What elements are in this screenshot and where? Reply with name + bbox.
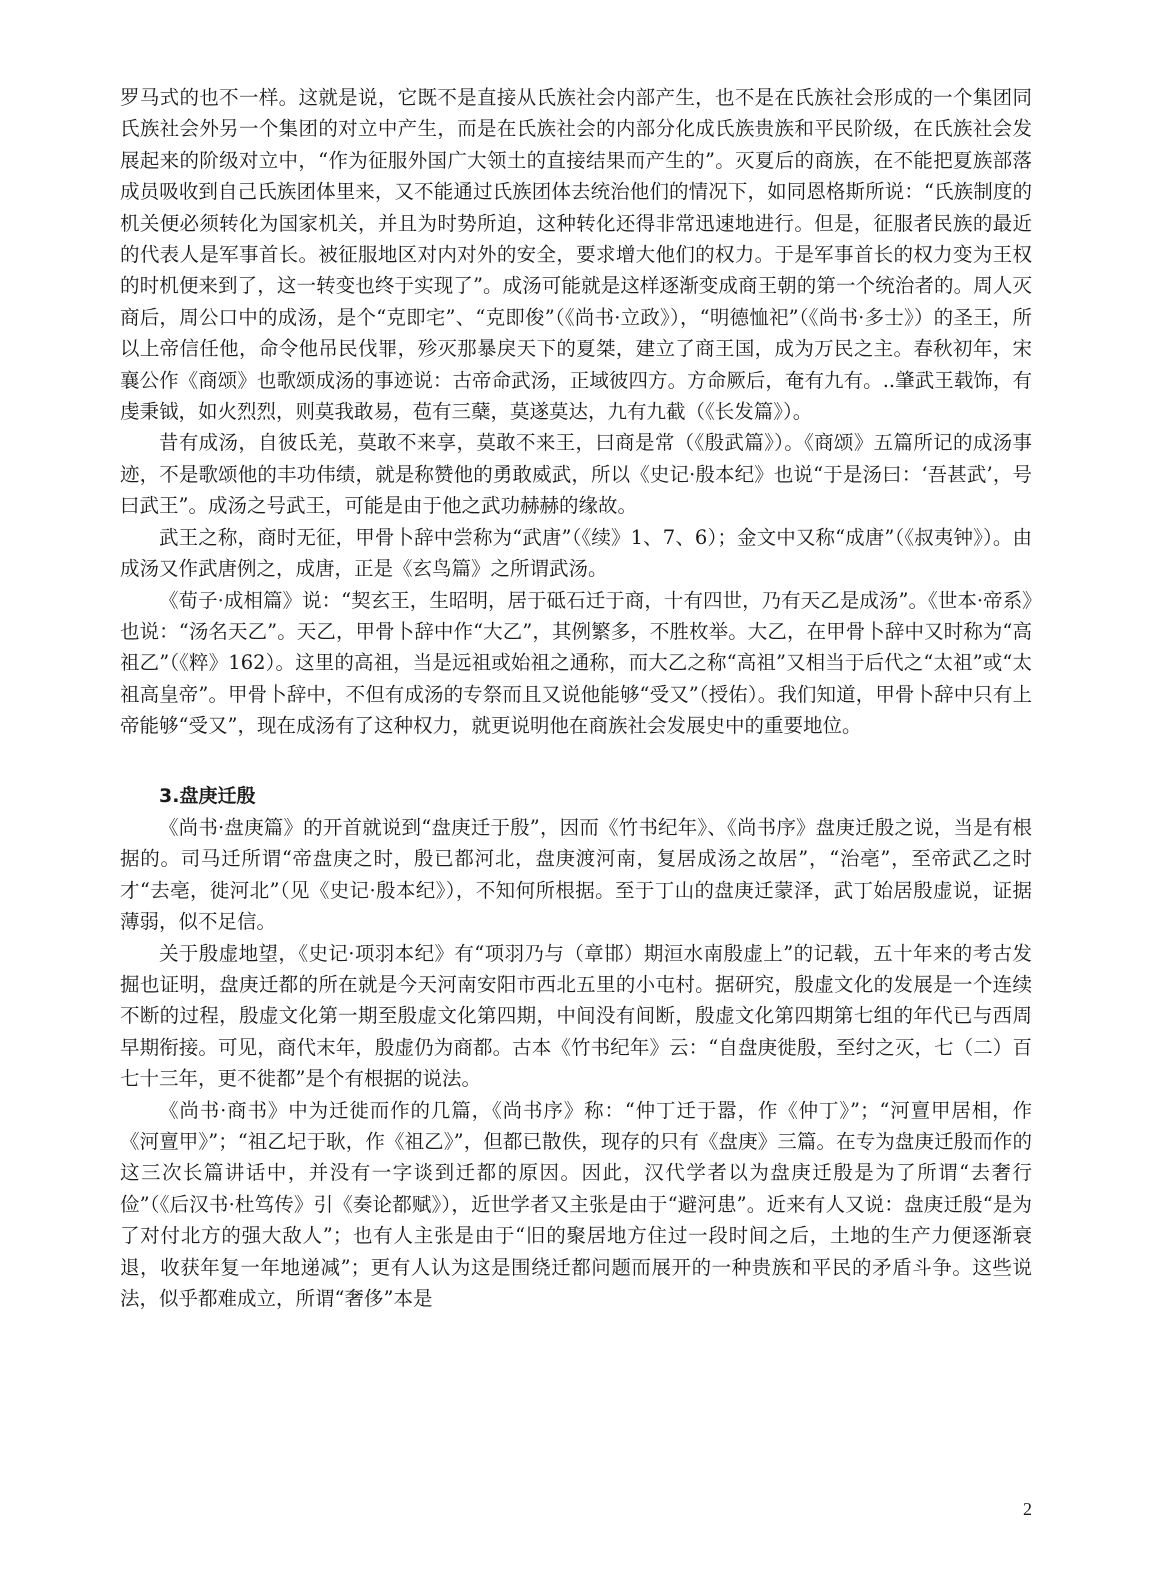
paragraph-yinxu-location: 关于殷虚地望，《史记·项羽本纪》有“项羽乃与（章邯）期洹水南殷虚上”的记载，五十年来的考古发掘也证明，盘庚迁都的所在就是今天河南安阳市西北五里的小屯村。据研究，殷虚文化的发展是一个连续不断的过程，殷虚文化第一期至殷虚文化第四期，中间没有间断，殷虚文化第四期第七组的年代已与西周早期衔接。可见，商代末年，殷虚仍为商都。古本《竹书纪年》云：“自盘庚徙殷，至纣之灭，七（二）百七十三年，更不徙都”是个有根据的说法。: [120, 941, 1032, 1091]
paragraph-migration-reasons: 《尚书·商书》中为迁徙而作的几篇，《尚书序》称：“仲丁迁于嚣，作《仲丁》”；“河亶甲居相，作《河亶甲》”；“祖乙圮于耿，作《祖乙》”，但都已散佚，现存的只有《盘庚》三篇。在专为盘庚迁殷而作的这三次长篇讲话中，并没有一字谈到迁都的原因。因此，汉代学者以为盘庚迁殷是为了所谓“去奢行俭”（《后汉书·杜笃传》引《奏论都赋》），近世学者又主张是由于“避河患”。近来有人又说：盘庚迁殷“是为了对付北方的强大敌人”；也有人主张是由于“旧的聚居地方住过一段时间之后，土地的生产力便逐渐衰退，收获年复一年地递减”；更有人认为这是围绕迁都问题而展开的一种贵族和平民的矛盾斗争。这些说法，似乎都难成立，所谓“奢侈”本是: [120, 1098, 1032, 1311]
paragraph-chengtang-wuwang: 昔有成汤，自彼氐羌，莫敢不来享，莫敢不来王，曰商是常（《殷武篇》）。《商颂》五篇所记的成汤事迹，不是歌颂他的丰功伟绩，就是称赞他的勇敢威武，所以《史记·殷本纪》也说“于是汤曰：‘吾甚武’，号曰武王”。成汤之号武王，可能是由于他之武功赫赫的缘故。: [120, 431, 1032, 518]
paragraph-continuation: 罗马式的也不一样。这就是说，它既不是直接从氏族社会内部产生，也不是在氏族社会形成的一个集团同氏族社会外另一个集团的对立中产生，而是在氏族社会的内部分化成氏族贵族和平民阶级，在氏族社会发展起来的阶级对立中，“作为征服外国广大领土的直接结果而产生的”。灭夏后的商族，在不能把夏族部落成员吸收到自己氏族团体里来，又不能通过氏族团体去统治他们的情况下，如同恩格斯所说：“氏族制度的机关便必须转化为国家机关，并且为时势所迫，这种转化还得非常迅速地进行。但是，征服者民族的最近的代表人是军事首长。被征服地区对内对外的安全，要求增大他们的权力。于是军事首长的权力变为王权的时机便来到了，这一转变也终于实现了”。成汤可能就是这样逐渐变成商王朝的第一个统治者的。周人灭商后，周公口中的成汤，是个“克即宅”、“克即俊”（《尚书·立政》），“明德恤祀”（《尚书·多士》）的圣王，所以上帝信任他，命令他吊民伐罪，殄灭那暴戾天下的夏桀，建立了商王国，成为万民之主。春秋初年，宋襄公作《商颂》也歌颂成汤的事迹说：古帝命武汤，正域彼四方。方命厥后，奄有九有。..肇武王载饰，有虔秉钺，如火烈烈，则莫我敢易，苞有三蘖，莫遂莫达，九有九截（《长发篇》）。: [120, 86, 1032, 424]
page-number: 2: [1023, 1499, 1032, 1519]
page-content: [120, 82, 1032, 1314]
paragraph-tianyi: 《荀子·成相篇》说：“契玄王，生昭明，居于砥石迁于商，十有四世，乃有天乙是成汤”。《世本·帝系》也说：“汤名天乙”。天乙，甲骨卜辞中作“大乙”，其例繁多，不胜枚举。大乙，在甲骨卜辞中又时称为“高祖乙”（《粹》162）。这里的高祖，当是远祖或始祖之通称，而大乙之称“高祖”又相当于后代之“太祖”或“太祖高皇帝”。甲骨卜辞中，不但有成汤的专祭而且又说他能够“受又”（授佑）。我们知道，甲骨卜辞中只有上帝能够“受又”，现在成汤有了这种权力，就更说明他在商族社会发展史中的重要地位。: [120, 588, 1032, 738]
section-heading: 3.盘庚迁殷: [159, 784, 256, 807]
paragraph-pangeng-qianyin: 《尚书·盘庚篇》的开首就说到“盘庚迁于殷”，因而《竹书纪年》、《尚书序》盘庚迁殷之说，当是有根据的。司马迁所谓“帝盘庚之时，殷已都河北，盘庚渡河南，复居成汤之故居”，“治亳”，至帝武乙之时才“去亳，徙河北”（见《史记·殷本纪》），不知何所根据。至于丁山的盘庚迁蒙泽，武丁始居殷虚说，证据薄弱，似不足信。: [120, 815, 1032, 934]
paragraph-wutang: 武王之称，商时无征，甲骨卜辞中尝称为“武唐”（《续》1、7、6）；金文中又称“成唐”（《叔夷钟》）。由成汤又作武唐例之，成唐，正是《玄鸟篇》之所谓武汤。: [120, 525, 1032, 581]
